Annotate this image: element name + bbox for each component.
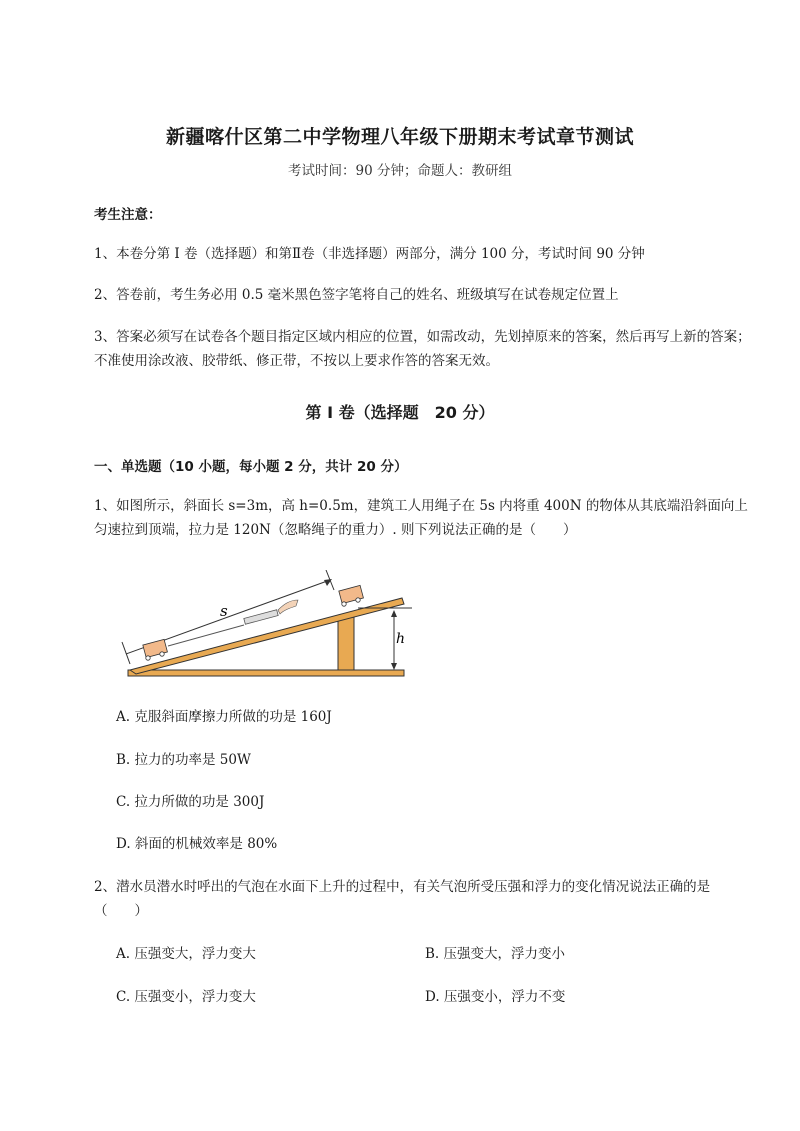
question-1-option-d: D. 斜面的机械效率是 80% — [116, 836, 278, 852]
ground-board — [128, 670, 404, 676]
part-heading: 一、单选题（10 小题，每小题 2 分，共计 20 分） — [94, 459, 408, 475]
question-2-stem: 2、潜水员潜水时呼出的气泡在水面下上升的过程中，有关气泡所受压强和浮力的变化情况说法正确的是（ ） — [94, 879, 711, 919]
notice-heading: 考生注意： — [94, 207, 162, 223]
question-2-option-b: B. 压强变大，浮力变小 — [425, 946, 566, 962]
question-2-option-d: D. 压强变小，浮力不变 — [425, 989, 566, 1005]
question-2-option-c: C. 压强变小，浮力变大 — [116, 989, 256, 1005]
exam-subtitle: 考试时间：90 分钟；命题人：教研组 — [288, 163, 512, 179]
support-post — [338, 616, 354, 670]
cart-top — [339, 585, 364, 606]
incline-diagram — [112, 570, 422, 682]
spring-scale — [244, 610, 278, 625]
question-2-option-a: A. 压强变大，浮力变大 — [116, 946, 256, 962]
question-1-option-c: C. 拉力所做的功是 300J — [116, 794, 265, 810]
notice-item-2: 2、答卷前，考生务必用 0.5 毫米黑色签字笔将自己的姓名、班级填写在试卷规定位置上 — [94, 287, 619, 303]
height-arrow-head-bottom — [391, 663, 397, 670]
section-title: 第 I 卷（选择题 20 分） — [305, 403, 495, 422]
notice-item-1: 1、本卷分第 I 卷（选择题）和第Ⅱ卷（非选择题）两部分，满分 100 分，考试时间 90 分钟 — [94, 246, 645, 262]
question-1-option-a: A. 克服斜面摩擦力所做的功是 160J — [116, 709, 332, 725]
question-1-stem: 1、如图所示，斜面长 s=3m，高 h=0.5m，建筑工人用绳子在 5s 内将重 400N 的物体从其底端沿斜面向上匀速拉到顶端，拉力是 120N（忽略绳子的重力）. 则下列说法正确的是（ ） — [94, 498, 748, 538]
cart-bottom — [143, 639, 168, 660]
hand — [278, 600, 298, 614]
exam-title: 新疆喀什区第二中学物理八年级下册期末考试章节测试 — [165, 126, 634, 148]
question-1-option-b: B. 拉力的功率是 50W — [116, 752, 251, 768]
notice-item-3: 3、答案必须写在试卷各个题目指定区域内相应的位置，如需改动，先划掉原来的答案，然后再写上新的答案；不准使用涂改液、胶带纸、修正带，不按以上要求作答的答案无效。 — [94, 329, 751, 369]
label-s: s — [220, 602, 228, 620]
incline-figure — [112, 570, 422, 686]
height-arrow-head-top — [391, 610, 397, 617]
label-h: h — [396, 631, 406, 647]
inclined-plane — [130, 598, 404, 674]
